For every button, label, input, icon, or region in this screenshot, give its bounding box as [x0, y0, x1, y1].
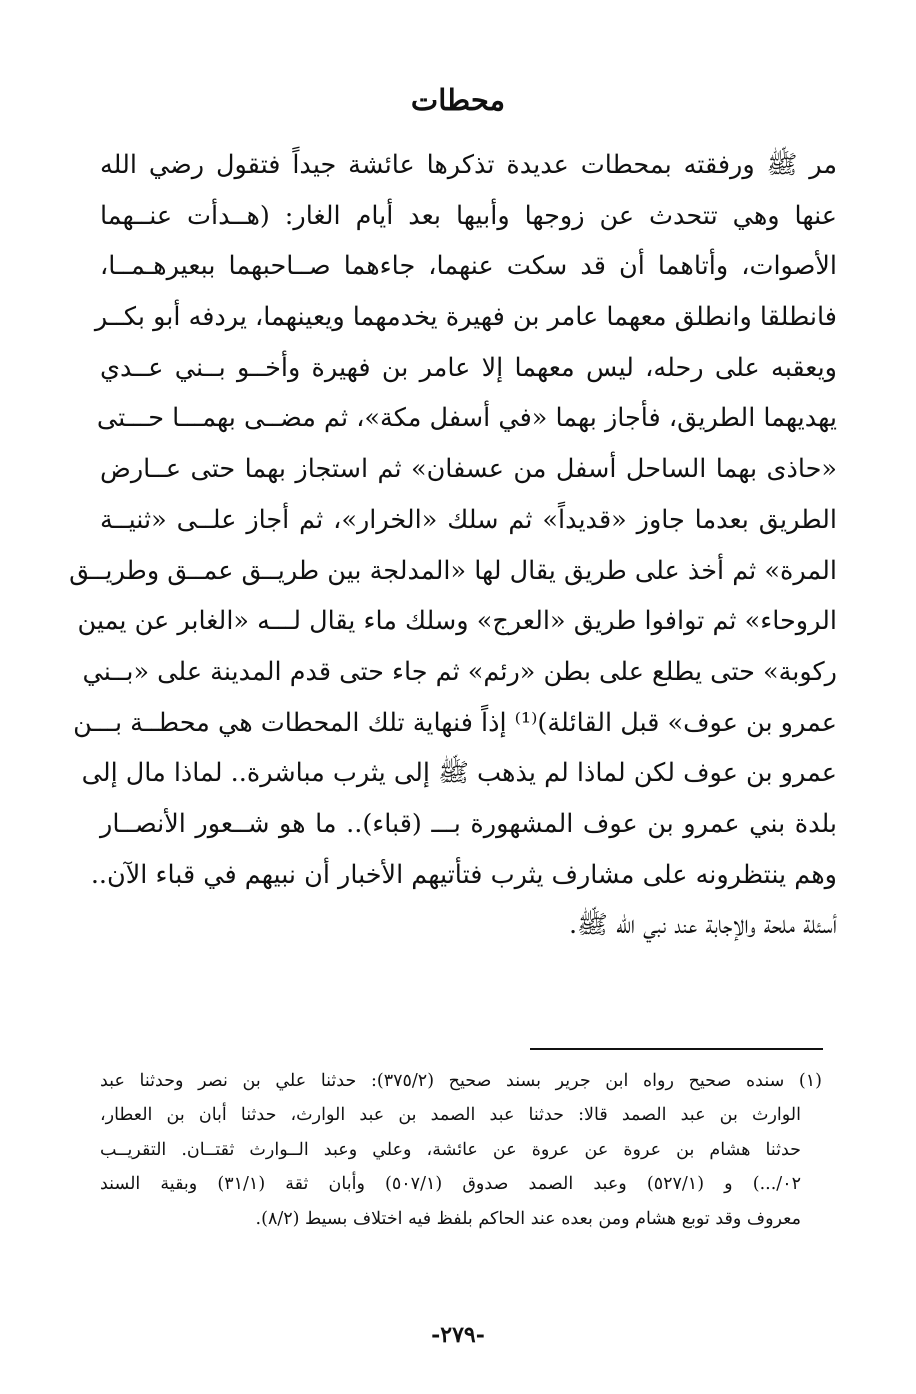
body-line: الطريق بعدما جاوز «قديداً» ثم سلك «الخرار»، ثم أجاز علــى «ثنيــة: [100, 504, 837, 535]
body-line: عمرو بن عوف» قبل القائلة)⁽¹⁾ إذاً فنهاية تلك المحطات هي محطــة بـــن: [73, 707, 837, 738]
body-line: وهم ينتظرونه على مشارف يثرب فتأتيهم الأخبار أن نبيهم في قباء الآن..: [90, 859, 837, 890]
body-line: مر ﷺ ورفقته بمحطات عديدة تذكرها عائشة جيداً فتقول رضي الله: [100, 150, 837, 180]
body-line: «حاذى بهما الساحل أسفل من عسفان» ثم استجاز بهما حتى عــارض: [100, 454, 837, 485]
body-line: الروحاء» ثم توافوا طريق «العرج» وسلك ماء يقال لـــه «الغابر عن يمين: [77, 606, 837, 637]
footnote-line: الوارث بن عبد الصمد قالا: حدثنا عبد الصمد بن عبد الوارث، حدثنا أبان بن العطار،: [100, 1105, 801, 1126]
body-line: عمرو بن عوف لكن لماذا لم يذهب ﷺ إلى يثرب مباشرة.. لماذا مال إلى: [81, 758, 837, 789]
footnote-line: (١) سنده صحيح رواه ابن جرير بسند صحيح (٣٧٥/٢): حدثنا علي بن نصر وحدثنا عبد: [100, 1071, 822, 1091]
body-line: أسئلة ملحة والإجابة عند نبي الله ﷺ.: [568, 910, 837, 941]
body-text: [69, 140, 837, 951]
body-line: المرة» ثم أخذ على طريق يقال لها «المدلجة بين طريــق عمــق وطريــق: [69, 555, 837, 586]
footnote-line: ٠٢/...) و (٥٢٧/١) وعبد الصمد صدوق (٥٠٧/١) وأبان ثقة (٣١/١) وبقية السند: [100, 1174, 801, 1195]
footnotes: [100, 1064, 822, 1236]
footnote-separator: [530, 1048, 823, 1050]
footnote-line: معروف وقد توبع هشام ومن بعده عند الحاكم بلفظ فيه اختلاف بسيط (٨/٢).: [255, 1208, 801, 1229]
footnote-line: حدثنا هشام بن عروة عن عروة عن عائشة، وعلي وعبد الــوارث ثقتــان. التقريــب: [100, 1139, 801, 1160]
body-line: بلدة بني عمرو بن عوف المشهورة بـــ (قباء).. ما هو شــعور الأنصــار: [100, 808, 837, 839]
body-line: فانطلقا وانطلق معهما عامر بن فهيرة يخدمهما ويعينهما، يردفه أبو بكــر: [94, 302, 837, 333]
body-line: يهديهما الطريق، فأجاز بهما «في أسفل مكة»، ثم مضــى بهمـــا حـــتى: [96, 403, 837, 434]
body-line: عنها وهي تتحدث عن زوجها وأبيها بعد أيام الغار: (هــدأت عنــهما: [100, 200, 837, 231]
body-line: الأصوات، وأتاهما أن قد سكت عنهما، جاءهما صــاحبهما ببعيرهـمــا،: [100, 251, 837, 282]
body-line: ويعقبه على رحله، ليس معهما إلا عامر بن فهيرة وأخــو بــني عــدي: [100, 352, 837, 383]
body-line: ركوبة» حتى يطلع على بطن «رئم» ثم جاء حتى قدم المدينة على «بــني: [82, 656, 837, 687]
page-number: -٢٧٩-: [431, 1322, 485, 1348]
page-title: محطات: [410, 83, 506, 117]
